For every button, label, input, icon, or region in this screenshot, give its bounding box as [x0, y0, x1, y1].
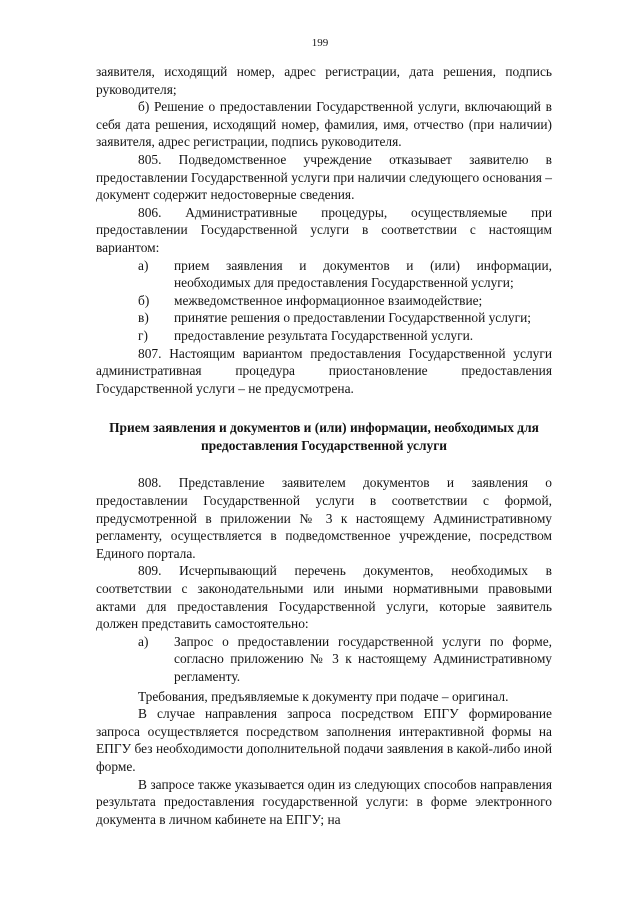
paragraph-809: 809. Исчерпывающий перечень документов, необходимых в соответствии с законодательными или иными нормативными правовыми актами для предоставления Государственной услуги, которые заявитель должен представить самостоятельно:: [96, 563, 552, 632]
list-item-text: предоставление результата Государственной услуги.: [174, 327, 474, 343]
section-heading: Прием заявления и документов и (или) информации, необходимых для предоставления Государственной услуги: [109, 420, 539, 453]
list-item-text: принятие решения о предоставлении Государственной услуги;: [174, 310, 532, 326]
list-marker: а): [138, 257, 149, 273]
list-marker: б): [138, 292, 150, 308]
list-item: [96, 633, 552, 686]
paragraph-805: 805. Подведомственное учреждение отказывает заявителю в предоставлении Государственной услуги при наличии следующего основания – документ содержит недостоверные сведения.: [96, 151, 552, 203]
page-number: 199: [311, 37, 329, 49]
paragraph: В случае направления запроса посредством ЕПГУ формирование запроса осуществляется посредством заполнения интерактивной формы на ЕПГУ без необходимости дополнительной подачи заявления в какой-либо иной форме.: [96, 706, 552, 774]
paragraph: б) Решение о предоставлении Государственной услуги, включающий в себя дата решения, исходящий номер, фамилия, имя, отчество (при наличии) заявителя, адрес регистрации, подпись руководителя.: [96, 99, 552, 150]
paragraph: Требования, предъявляемые к документу при подаче – оригинал.: [138, 688, 509, 704]
page-content: [96, 63, 552, 828]
list-item: [96, 309, 552, 327]
paragraph: В запросе также указывается один из следующих способов направления результата предоставления государственной услуги: в форме электронного документа в личном кабинете на ЕПГУ; на: [96, 776, 552, 827]
list-item: [96, 292, 552, 310]
paragraph-807: 807. Настоящим вариантом предоставления Государственной услуги административная процедура приостановление предоставления Государственной услуги – не предусмотрена.: [96, 345, 552, 396]
paragraph-806: 806. Административные процедуры, осуществляемые при предоставлении Государственной услуги в соответствии с настоящим вариантом:: [96, 204, 552, 255]
list-item-text: межведомственное информационное взаимодействие;: [174, 292, 483, 308]
list-item: [96, 327, 552, 345]
list-item: [96, 257, 552, 292]
list-marker: а): [138, 633, 149, 649]
list-marker: г): [138, 327, 148, 343]
paragraph-808: 808. Представление заявителем документов и заявления о предоставлении Государственной услуги в соответствии с формой, предусмотренной в приложении № 3 к настоящему Административному регламенту, осуществляется в подведомственное учреждение, посредством Единого портала.: [96, 475, 552, 561]
list-item-text: прием заявления и документов и (или) информации, необходимых для предоставления Государственной услуги;: [174, 257, 552, 291]
paragraph: заявителя, исходящий номер, адрес регистрации, дата решения, подпись руководителя;: [96, 64, 552, 97]
list-marker: в): [138, 310, 149, 326]
list-item-text: Запрос о предоставлении государственной услуги по форме, согласно приложению № 3 к настоящему Административному регламенту.: [174, 633, 552, 684]
